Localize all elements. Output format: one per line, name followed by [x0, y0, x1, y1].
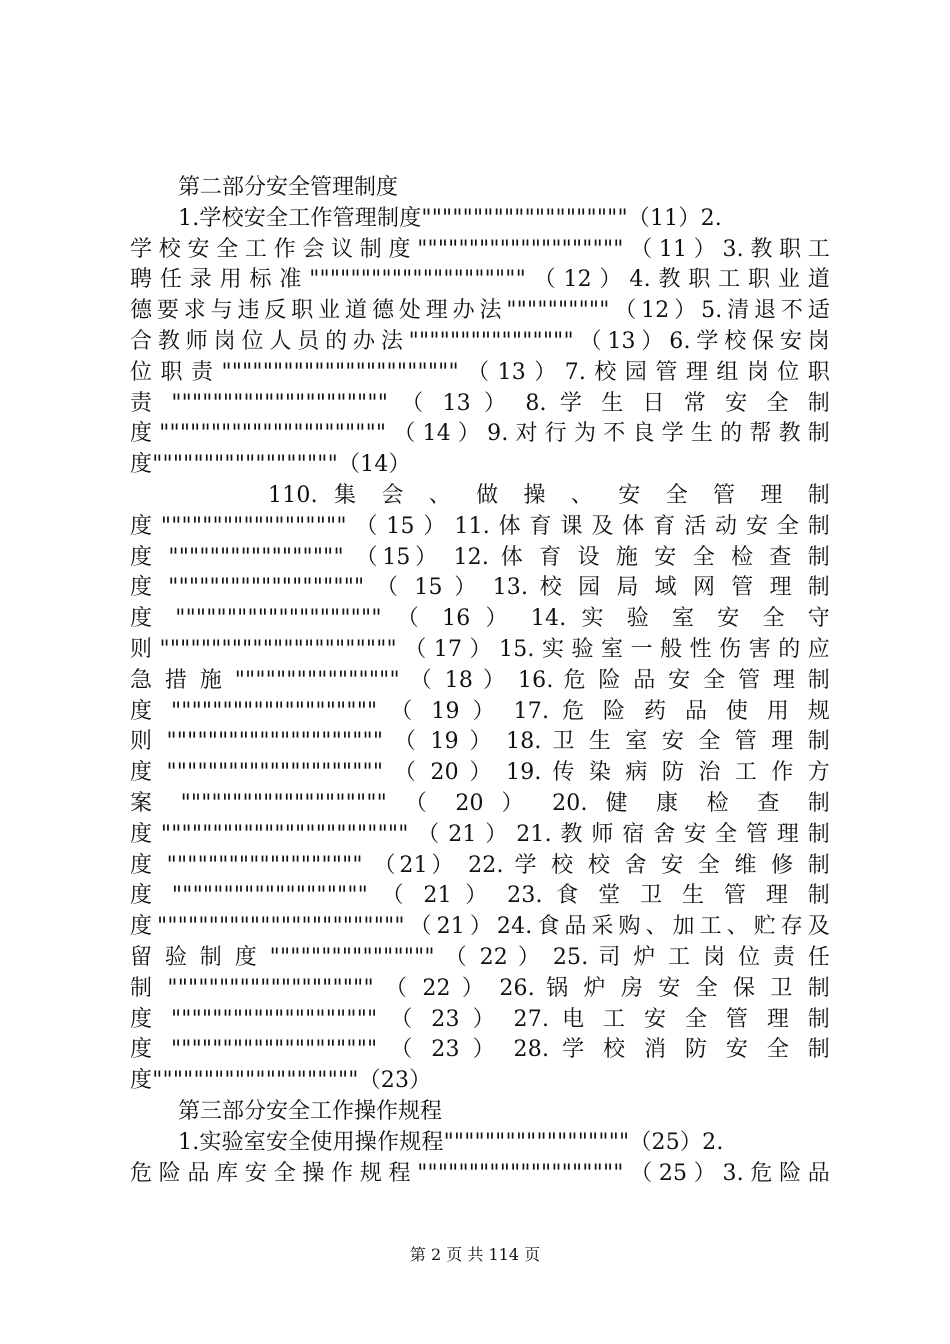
toc-line: 聘任录用标准"""""""""""""""""""""（12）4.教职工职业道: [130, 267, 830, 293]
toc-line: 度""""""""""""""""""""""""（21）24.食品采购、加工、贮存及: [130, 914, 830, 940]
section-2-heading: 第二部分安全管理制度: [178, 175, 399, 200]
toc-line: 德要求与违反职业道德处理办法""""""""""（12）5.清退不适: [130, 298, 830, 324]
toc-line: 度 """"""""""""""""" （15） 12. 体 育 设 施 安 全 检 查 制: [130, 544, 830, 570]
toc-line: 度""""""""""""""""""""（23）: [130, 1068, 432, 1094]
toc-line: 则"""""""""""""""""""""""（17）15.实验室一般性伤害的应: [130, 636, 830, 662]
page-footer: 第 2 页 共 114 页: [409, 1245, 541, 1264]
toc-line: 度""""""""""""""""""（14）: [130, 452, 411, 478]
section-2-entries: [130, 204, 830, 1097]
toc-line: 急 措 施 """""""""""""""" （ 18 ） 16. 危 险 品 安 全 管 理 制: [130, 667, 830, 693]
toc-line: 110. 集 会 、 做 操 、 安 全 管 理 制: [268, 482, 830, 508]
toc-line: 度 """""""""""""""""""" （ 23 ） 28. 学 校 消 防 安 全 制: [130, 1037, 830, 1063]
page-body: [130, 173, 830, 1189]
toc-line: 度 """"""""""""""""""" （ 15 ） 13. 校 园 局 域 网 管 理 制: [130, 575, 830, 601]
toc-line: 制 """""""""""""""""""" （ 22 ） 26. 锅 炉 房 安 全 保 卫 制: [130, 975, 830, 1001]
toc-line: 合教师岗位人员的办法""""""""""""""""（13）6.学校保安岗: [130, 328, 830, 354]
toc-line: 度 """""""""""""""""""" （ 16 ） 14. 实 验 室 安 全 守: [130, 606, 830, 632]
toc-line: 度""""""""""""""""""（15）11.体育课及体育活动安全制: [130, 513, 830, 539]
toc-line: 学校安全工作会议制度""""""""""""""""""""（11）3.教职工: [130, 236, 830, 262]
toc-line: 案 """""""""""""""""""" （ 20 ） 20. 健 康 检 查 制: [130, 790, 830, 816]
toc-line: 则 """"""""""""""""""""" （ 19 ） 18. 卫 生 室 安 全 管 理 制: [130, 729, 830, 755]
toc-line: 度 """"""""""""""""""""" （ 20 ） 19. 传 染 病 防 治 工 作 方: [130, 760, 830, 786]
toc-line: 度 """""""""""""""""""" （ 19 ） 17. 危 险 药 品 使 用 规: [130, 698, 830, 724]
toc-line: 危险品库安全操作规程""""""""""""""""""""（25）3.危险品: [130, 1160, 830, 1186]
toc-line: 度""""""""""""""""""""""""（21）21.教师宿舍安全管理制: [130, 821, 830, 847]
toc-line: 度""""""""""""""""""""""（14）9.对行为不良学生的帮教制: [130, 421, 830, 447]
toc-line: 度 """""""""""""""""""" （ 23 ） 27. 电 工 安 全 管 理 制: [130, 1006, 830, 1032]
toc-line: 度 """"""""""""""""""" （21） 22. 学 校 校 舍 安 全 维 修 制: [130, 852, 830, 878]
toc-line: 1.学校安全工作管理制度""""""""""""""""""""（11）2.: [178, 205, 722, 231]
toc-line: 度 """"""""""""""""""" （ 21 ） 23. 食 堂 卫 生 管 理 制: [130, 883, 830, 909]
section-3-entries: [130, 1128, 830, 1190]
toc-line: 留 验 制 度 """""""""""""""" （ 22 ） 25. 司 炉 工 岗 位 责 任: [130, 944, 830, 970]
toc-line: 1.实验室安全使用操作规程""""""""""""""""""（25）2.: [178, 1129, 724, 1155]
toc-line: 责 """"""""""""""""""""" （ 13 ） 8. 学 生 日 常 安 全 制: [130, 390, 830, 416]
section-3-heading: 第三部分安全工作操作规程: [178, 1098, 443, 1124]
toc-line: 位职责"""""""""""""""""""""""（13）7.校园管理组岗位职: [130, 359, 830, 385]
